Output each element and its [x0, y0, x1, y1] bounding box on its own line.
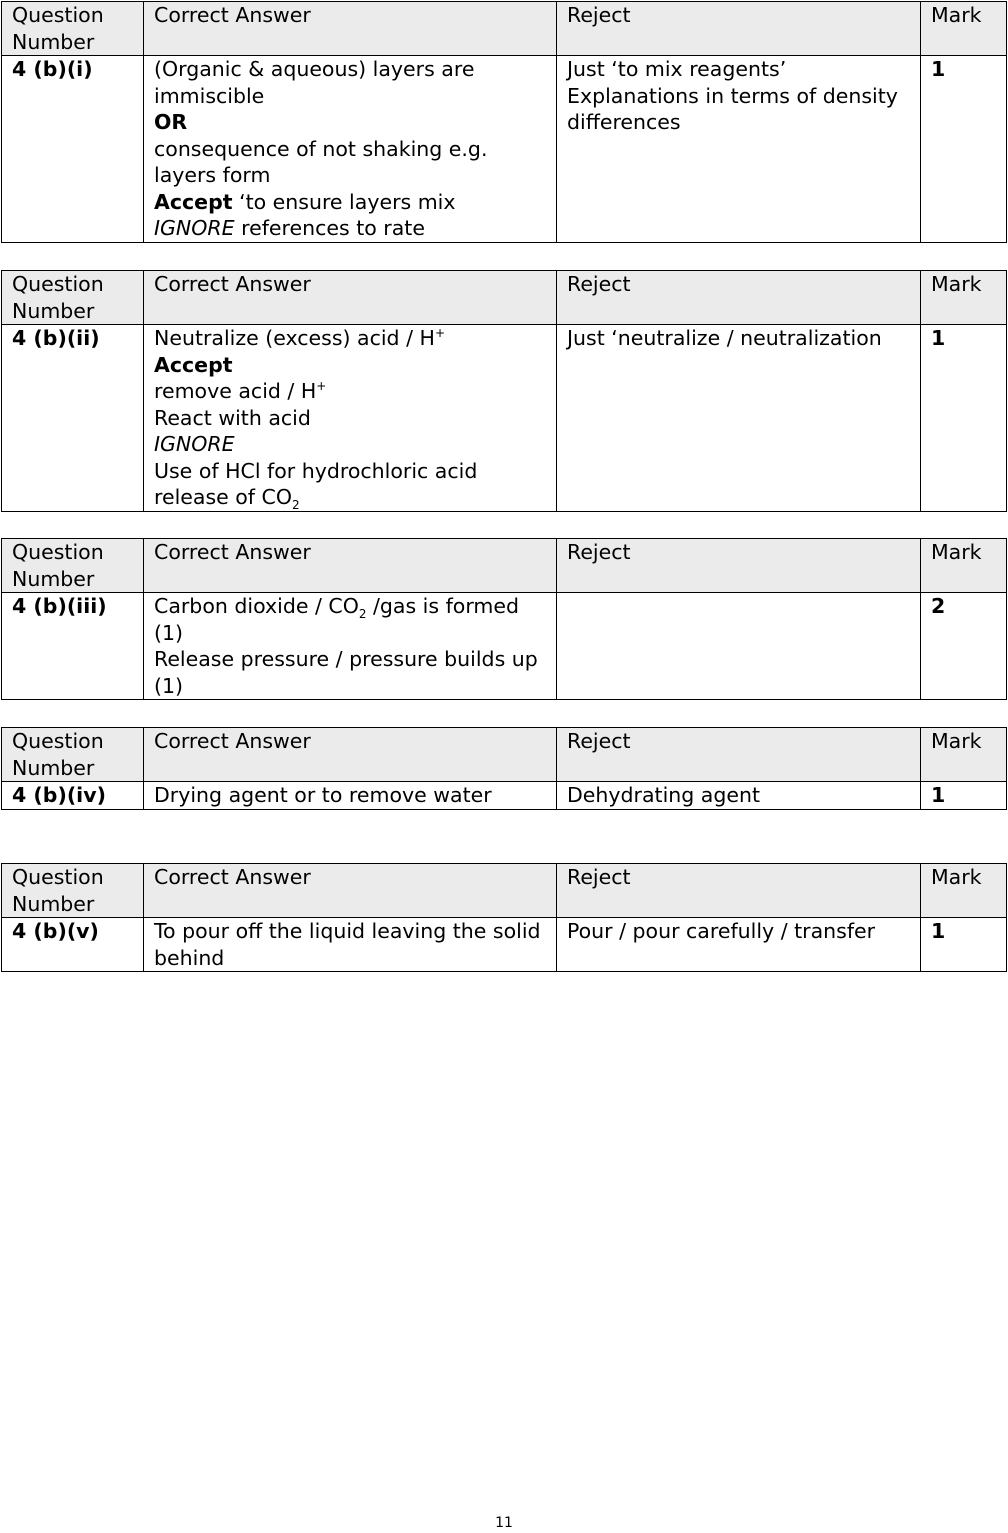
header-mark: Mark [921, 539, 1007, 593]
reject-line: Dehydrating agent [567, 783, 760, 807]
header-question-number: Question Number [2, 2, 144, 56]
header-mark: Mark [921, 864, 1007, 918]
header-reject: Reject [557, 864, 921, 918]
answer-line [154, 484, 546, 511]
answer-line [154, 189, 546, 216]
correct-answer-cell [144, 325, 557, 512]
accept-label: Accept [154, 352, 233, 377]
mark-scheme-table-b-iii [1, 538, 1007, 700]
correct-answer-cell [144, 593, 557, 700]
mark-value: 1 [921, 782, 1007, 810]
reject-cell [557, 593, 921, 700]
reject-cell [557, 325, 921, 512]
header-correct-answer: Correct Answer [144, 728, 557, 782]
answer-line: Use of HCl for hydrochloric acid [154, 458, 478, 483]
answer-text: Carbon dioxide / CO [154, 594, 359, 618]
reject-line: Just ‘to mix reagents’ [567, 57, 787, 81]
header-correct-answer: Correct Answer [144, 864, 557, 918]
answer-row [2, 918, 1007, 972]
answer-line: Release pressure / pressure builds up (1) [154, 647, 538, 698]
answer-line [154, 593, 546, 646]
mark-scheme-table-b-iv [1, 727, 1007, 810]
superscript: + [316, 379, 327, 394]
header-question-number: Question Number [2, 864, 144, 918]
page-number: 11 [495, 1515, 513, 1531]
answer-line [154, 325, 546, 352]
answer-text: /gas is formed (1) [154, 594, 519, 645]
header-mark: Mark [921, 728, 1007, 782]
mark-value: 1 [921, 918, 1007, 972]
reject-cell [557, 918, 921, 972]
header-row [2, 728, 1007, 782]
answer-row [2, 325, 1007, 512]
answer-line: OR [154, 110, 188, 134]
ignore-label: IGNORE [154, 432, 235, 456]
header-question-number: Question Number [2, 539, 144, 593]
mark-scheme-table-b-ii [1, 270, 1007, 512]
answer-text: ‘to ensure layers mix [232, 189, 456, 214]
header-row [2, 539, 1007, 593]
mark-value: 1 [921, 325, 1007, 512]
reject-cell [557, 56, 921, 243]
header-correct-answer: Correct Answer [144, 539, 557, 593]
header-row [2, 271, 1007, 325]
header-reject: Reject [557, 728, 921, 782]
mark-scheme-table-b-i [1, 1, 1007, 243]
answer-text: release of CO [154, 485, 292, 509]
answer-line: To pour off the liquid leaving the solid behind [154, 919, 541, 970]
answer-line [154, 378, 546, 405]
correct-answer-cell [144, 56, 557, 243]
header-mark: Mark [921, 271, 1007, 325]
header-question-number: Question Number [2, 728, 144, 782]
header-question-number: Question Number [2, 271, 144, 325]
answer-text: remove acid / H [154, 379, 317, 403]
subscript: 2 [358, 607, 367, 622]
mark-scheme-table-b-v [1, 863, 1007, 972]
reject-line: Explanations in terms of density differences [567, 83, 898, 134]
header-mark: Mark [921, 2, 1007, 56]
header-row [2, 2, 1007, 56]
superscript: + [434, 326, 445, 341]
question-number: 4 (b)(iv) [2, 782, 144, 810]
answer-row [2, 593, 1007, 700]
question-number: 4 (b)(iii) [2, 593, 144, 700]
question-number: 4 (b)(i) [2, 56, 144, 243]
reject-cell [557, 782, 921, 810]
question-number: 4 (b)(v) [2, 918, 144, 972]
question-number: 4 (b)(ii) [2, 325, 144, 512]
mark-value: 2 [921, 593, 1007, 700]
header-reject: Reject [557, 271, 921, 325]
answer-line: consequence of not shaking e.g. layers form [154, 136, 488, 187]
answer-line: React with acid [154, 405, 311, 430]
correct-answer-cell [144, 918, 557, 972]
reject-line: Pour / pour carefully / transfer [567, 919, 876, 943]
header-correct-answer: Correct Answer [144, 2, 557, 56]
header-row [2, 864, 1007, 918]
accept-label: Accept [154, 189, 233, 214]
correct-answer-cell [144, 782, 557, 810]
mark-value: 1 [921, 56, 1007, 243]
ignore-label: IGNORE [154, 216, 235, 240]
answer-row [2, 56, 1007, 243]
header-reject: Reject [557, 539, 921, 593]
answer-text: references to rate [234, 216, 425, 240]
answer-line [154, 215, 546, 242]
answer-text: Neutralize (excess) acid / H [154, 326, 435, 350]
answer-line: (Organic & aqueous) layers are immiscible [154, 57, 475, 108]
subscript: 2 [292, 498, 300, 513]
answer-row [2, 782, 1007, 810]
header-correct-answer: Correct Answer [144, 271, 557, 325]
header-reject: Reject [557, 2, 921, 56]
answer-line: Drying agent or to remove water [154, 783, 492, 807]
reject-line: Just ‘neutralize / neutralization [567, 326, 882, 350]
